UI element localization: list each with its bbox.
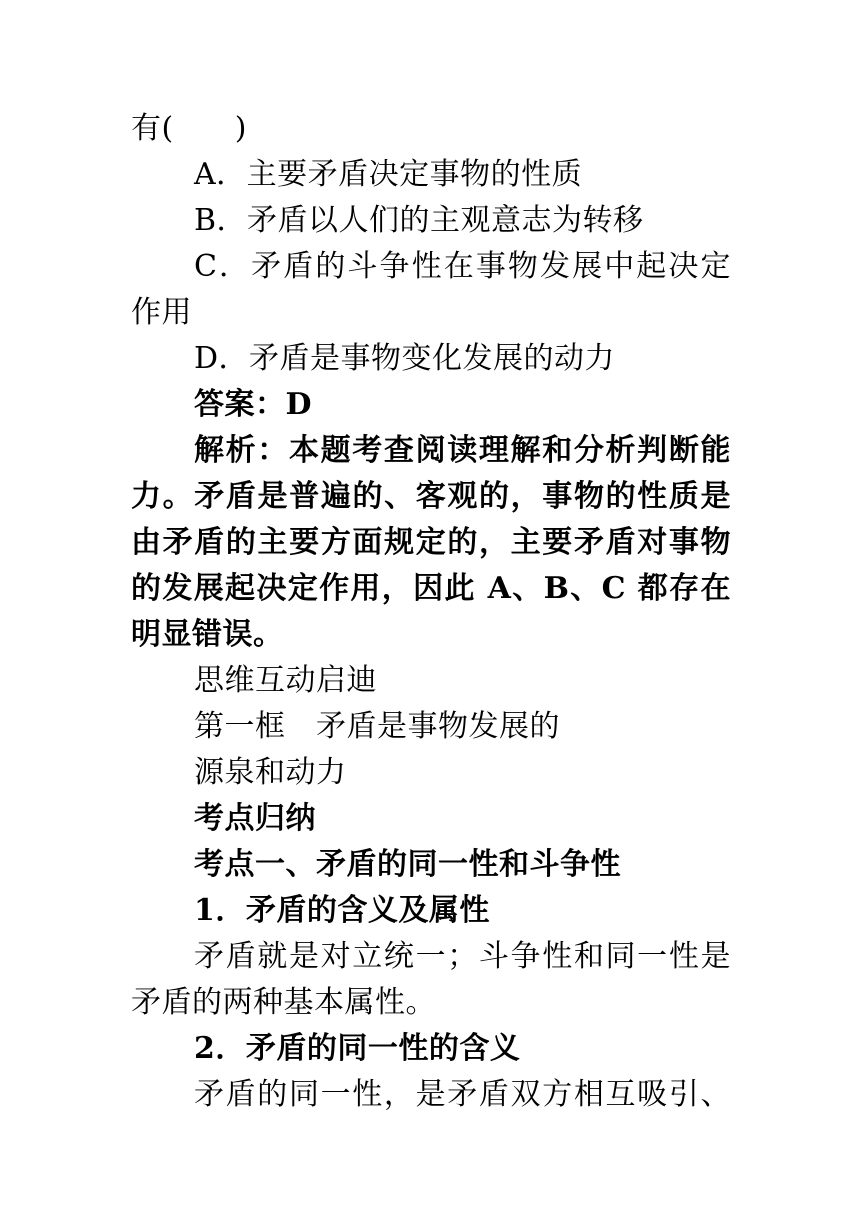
option-b: B．矛盾以人们的主观意志为转移 — [194, 203, 644, 238]
answer-line: 答案：D — [194, 387, 313, 422]
analysis-line-5: 明显错误。 — [131, 617, 284, 652]
analysis-line-3: 由矛盾的主要方面规定的，主要矛盾对事物 — [131, 525, 731, 560]
body-line-1: 矛盾就是对立统一；斗争性和同一性是 — [194, 939, 731, 974]
body-line-3: 矛盾的同一性，是矛盾双方相互吸引、 — [194, 1077, 731, 1112]
subheading-1: 1．矛盾的含义及属性 — [194, 893, 490, 928]
document-page — [131, 106, 731, 1118]
body-line-2: 矛盾的两种基本属性。 — [131, 985, 436, 1020]
analysis-line-1: 解析：本题考查阅读理解和分析判断能 — [194, 433, 731, 468]
analysis-line-4: 的发展起决定作用，因此 A、B、C 都存在 — [131, 571, 731, 606]
lesson-title-line-1: 第一框 矛盾是事物发展的 — [194, 709, 560, 744]
subheading-2: 2．矛盾的同一性的含义 — [194, 1031, 521, 1066]
section-heading: 思维互动启迪 — [194, 663, 377, 698]
option-a: A．主要矛盾决定事物的性质 — [194, 157, 583, 192]
question-stem-tail: 有( ) — [131, 111, 247, 146]
analysis-line-2: 力。矛盾是普遍的、客观的，事物的性质是 — [131, 479, 731, 514]
option-c-continued: 作用 — [131, 295, 192, 330]
lesson-title-line-2: 源泉和动力 — [194, 755, 347, 790]
option-c: C．矛盾的斗争性在事物发展中起决定 — [194, 249, 731, 284]
topic-one-heading: 考点一、矛盾的同一性和斗争性 — [194, 847, 621, 882]
option-d: D．矛盾是事物变化发展的动力 — [194, 341, 616, 376]
summary-heading: 考点归纳 — [194, 801, 316, 836]
